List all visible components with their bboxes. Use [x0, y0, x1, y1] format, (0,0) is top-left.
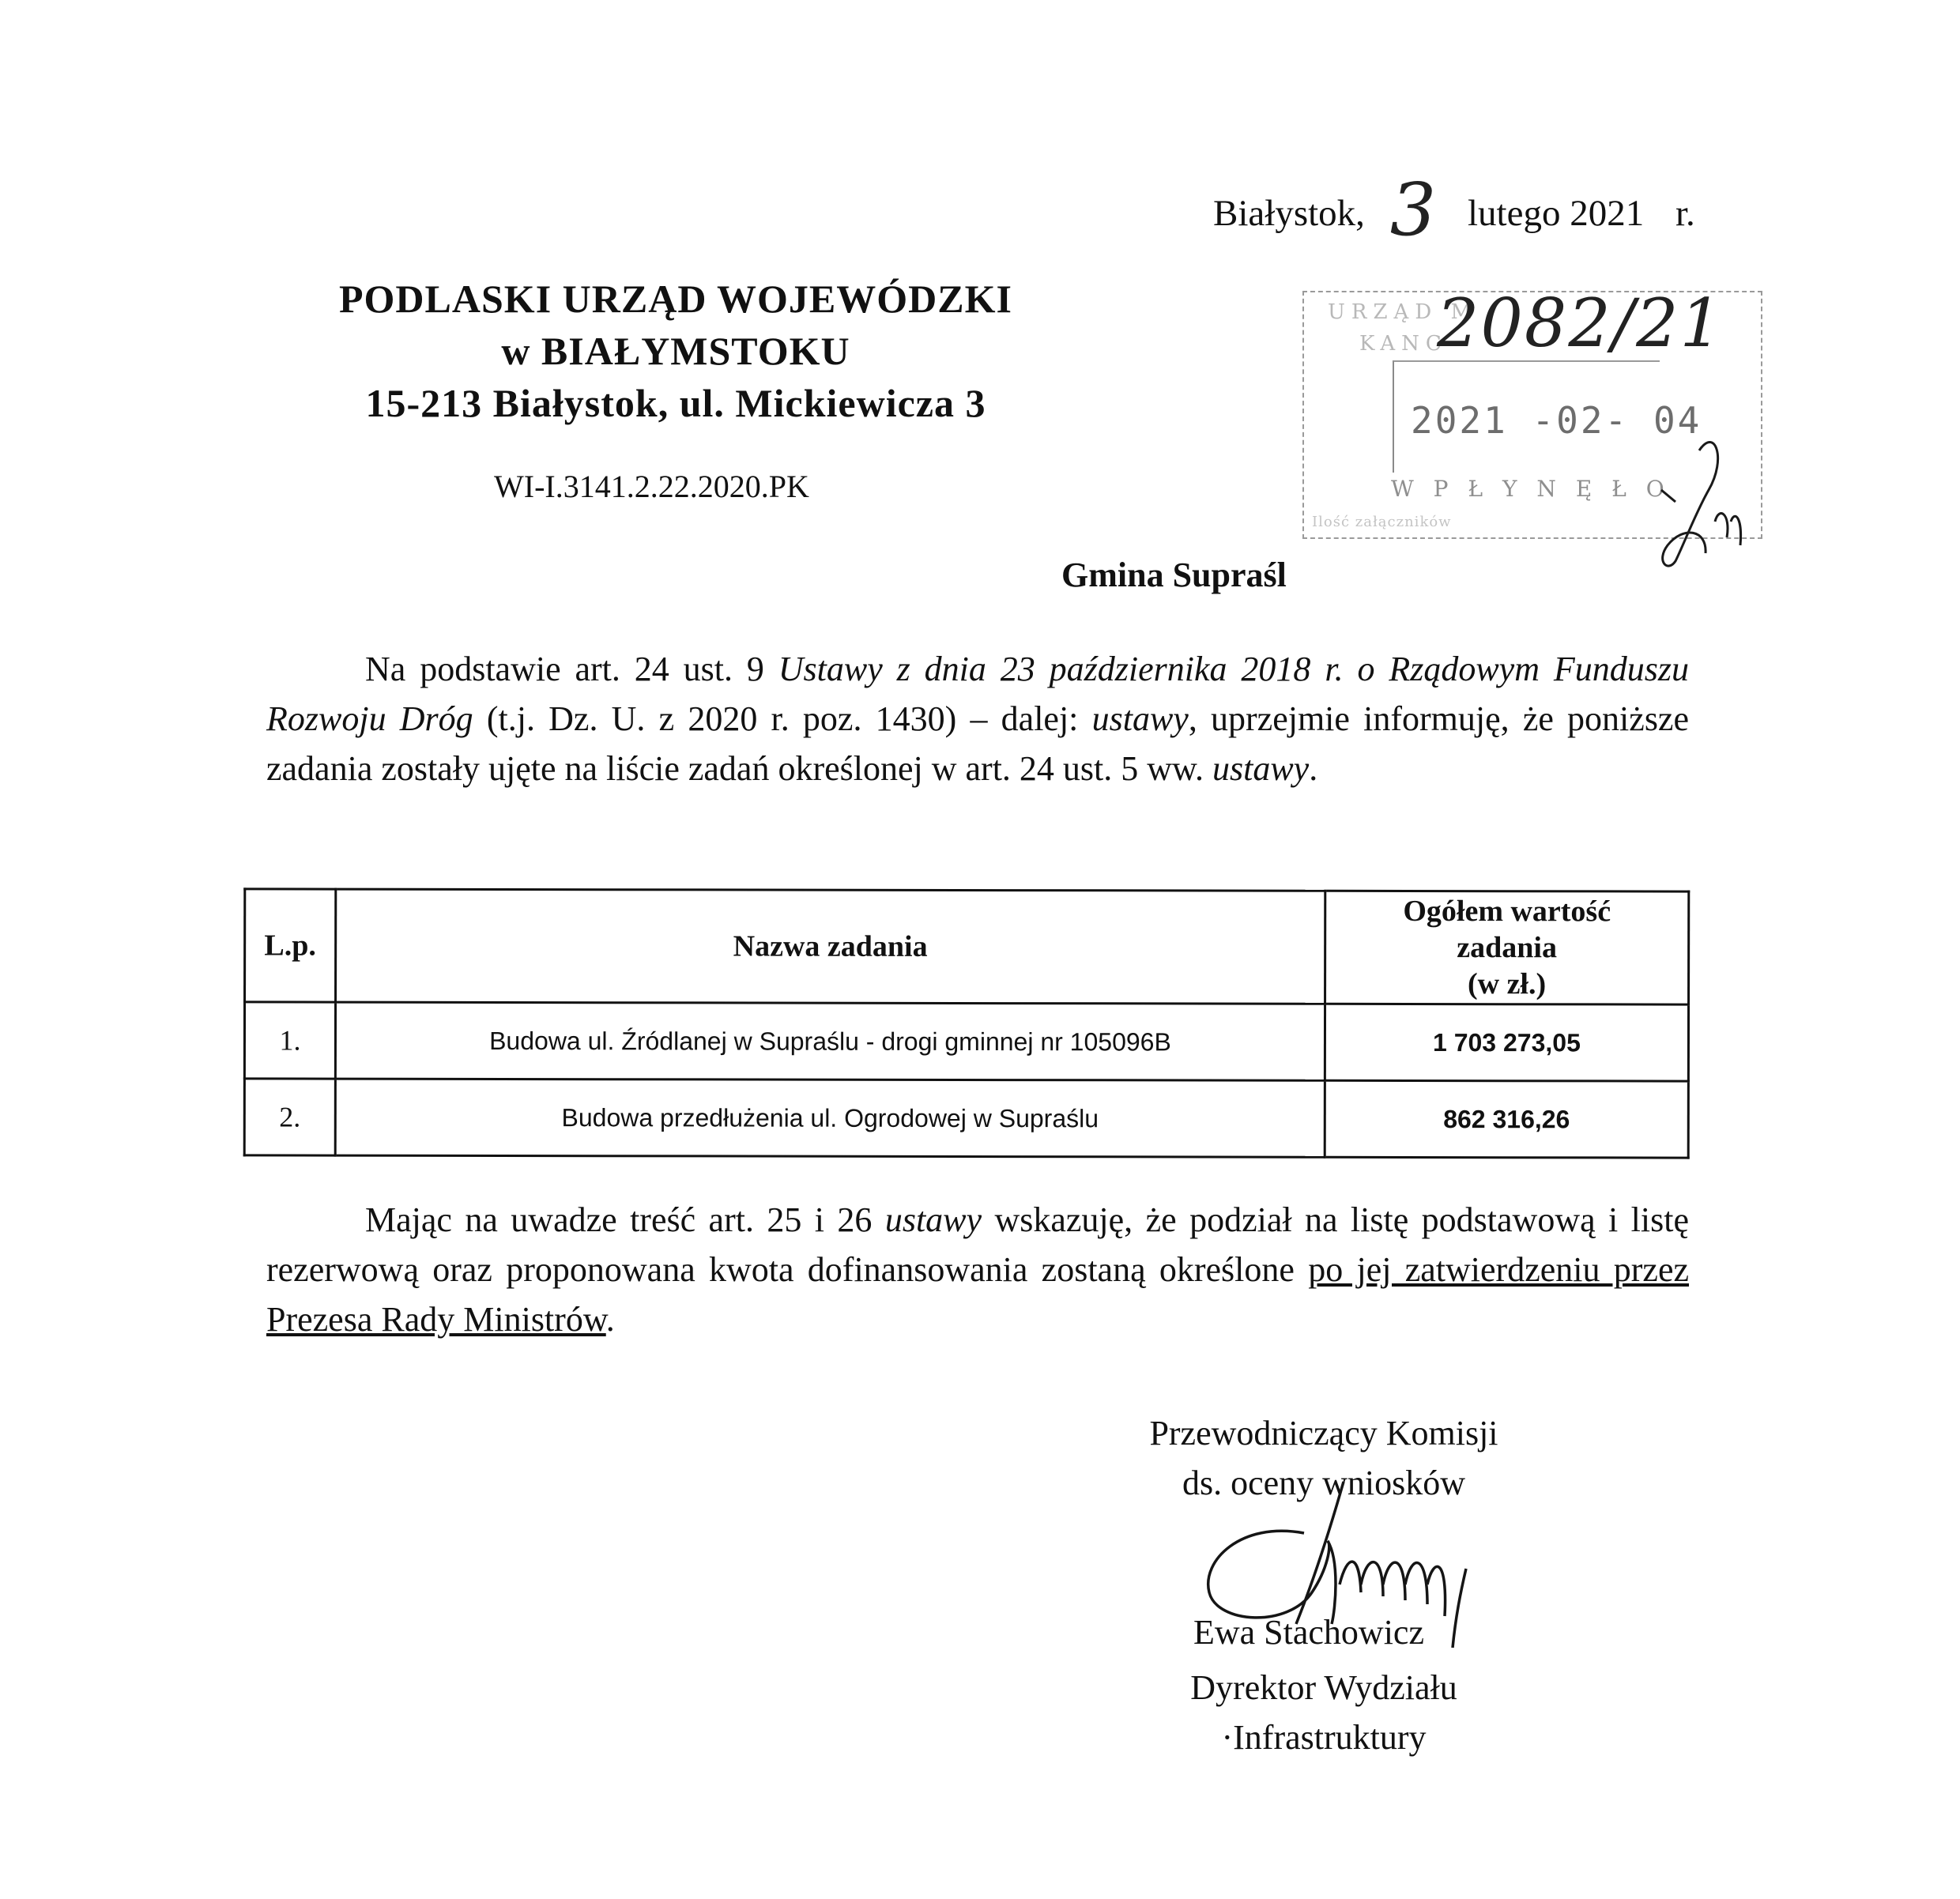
- committee-scope: ds. oceny wniosków: [1182, 1464, 1466, 1502]
- table-row: [244, 1079, 1688, 1158]
- signatory-position-line2: ·Infrastruktury: [1221, 1718, 1427, 1757]
- header-value-line2: zadania: [1457, 931, 1558, 965]
- conclusion-lead: Mając na uwadze treść art. 25 i 26: [365, 1200, 885, 1239]
- date-city: Białystok,: [1213, 193, 1365, 234]
- intro-term2: ustawy: [1212, 749, 1310, 788]
- initials-signature-icon: [1652, 427, 1747, 577]
- issuer-address: 15-213 Białystok, ul. Mickiewicza 3: [365, 381, 986, 425]
- row-lp: 1.: [244, 1002, 335, 1079]
- issuer-header: [261, 273, 1091, 429]
- date-suffix: r.: [1675, 193, 1695, 234]
- table-row: [244, 1002, 1688, 1081]
- row-value: 1 703 273,05: [1325, 1004, 1688, 1081]
- recipient-name: Gmina Supraśl: [1061, 556, 1287, 594]
- conclusion-paragraph: [266, 1195, 1689, 1344]
- conclusion-end: .: [605, 1300, 615, 1339]
- stamp-received-label: W P Ł Y N Ę Ł O: [1391, 476, 1671, 502]
- date-day-handwritten: 3: [1389, 168, 1437, 252]
- row-lp: 2.: [244, 1079, 335, 1155]
- stamp-date: 2021 -02- 04: [1411, 399, 1702, 442]
- header-total-value: [1325, 891, 1689, 1004]
- row-task-name: Budowa przedłużenia ul. Ogrodowej w Supraślu: [335, 1079, 1325, 1157]
- stamp-office-line: URZĄD M: [1328, 300, 1479, 324]
- row-value: 862 316,26: [1325, 1080, 1688, 1158]
- date-month-year: lutego 2021: [1467, 193, 1645, 234]
- intro-citation: (t.j. Dz. U. z 2020 r. poz. 1430) – dalej:: [473, 699, 1092, 738]
- intro-tail: , uprzejmie informuję, że poniższe zadania zostały ujęte na liście zadań określonej w art. 24 ust. 5 ww.: [266, 699, 1689, 788]
- issuer-city: w BIAŁYMSTOKU: [501, 329, 850, 373]
- header-task-name: Nazwa zadania: [336, 889, 1325, 1004]
- header-lp: L.p.: [245, 889, 336, 1002]
- intro-act-title: Ustawy z dnia 23 października 2018 r. o Rządowym Funduszu Rozwoju Dróg: [266, 650, 1689, 738]
- conclusion-term: ustawy: [884, 1200, 982, 1239]
- document-date: [1213, 158, 1695, 252]
- tasks-table: [243, 887, 1690, 1159]
- intro-end: .: [1309, 749, 1318, 788]
- signatory-position: [1138, 1663, 1510, 1762]
- intro-paragraph: [266, 644, 1689, 793]
- signatory-position-line1: Dyrektor Wydziału: [1190, 1668, 1457, 1707]
- conclusion-underlined: po jej zatwierdzeniu przez Prezesa Rady Ministrów: [266, 1250, 1690, 1339]
- header-value-line1: Ogółem wartość: [1403, 894, 1611, 929]
- row-task-name: Budowa ul. Źródlanej w Supraślu - drogi gminnej nr 105096B: [335, 1002, 1325, 1080]
- issuer-name: PODLASKI URZĄD WOJEWÓDZKI: [339, 277, 1012, 321]
- intro-lead: Na podstawie art. 24 ust. 9: [365, 650, 778, 688]
- conclusion-tail: wskazuję, że podział na listę podstawową i listę rezerwową oraz proponowana kwota dofinansowania zostaną określone: [266, 1200, 1689, 1289]
- reference-number: WI-I.3141.2.22.2020.PK: [494, 469, 809, 504]
- stamp-handwritten-number: 2082/21: [1437, 284, 1724, 362]
- signatory-name: Ewa Stachowicz: [1193, 1613, 1424, 1652]
- table-header-row: [245, 889, 1689, 1004]
- header-value-line3: (w zł.): [1467, 967, 1547, 1001]
- intro-term: ustawy: [1091, 699, 1189, 738]
- stamp-office-line2: KANC: [1359, 332, 1448, 356]
- stamp-attachments-label: Ilość załączników: [1312, 514, 1452, 530]
- committee-title: Przewodniczący Komisji: [1149, 1414, 1498, 1453]
